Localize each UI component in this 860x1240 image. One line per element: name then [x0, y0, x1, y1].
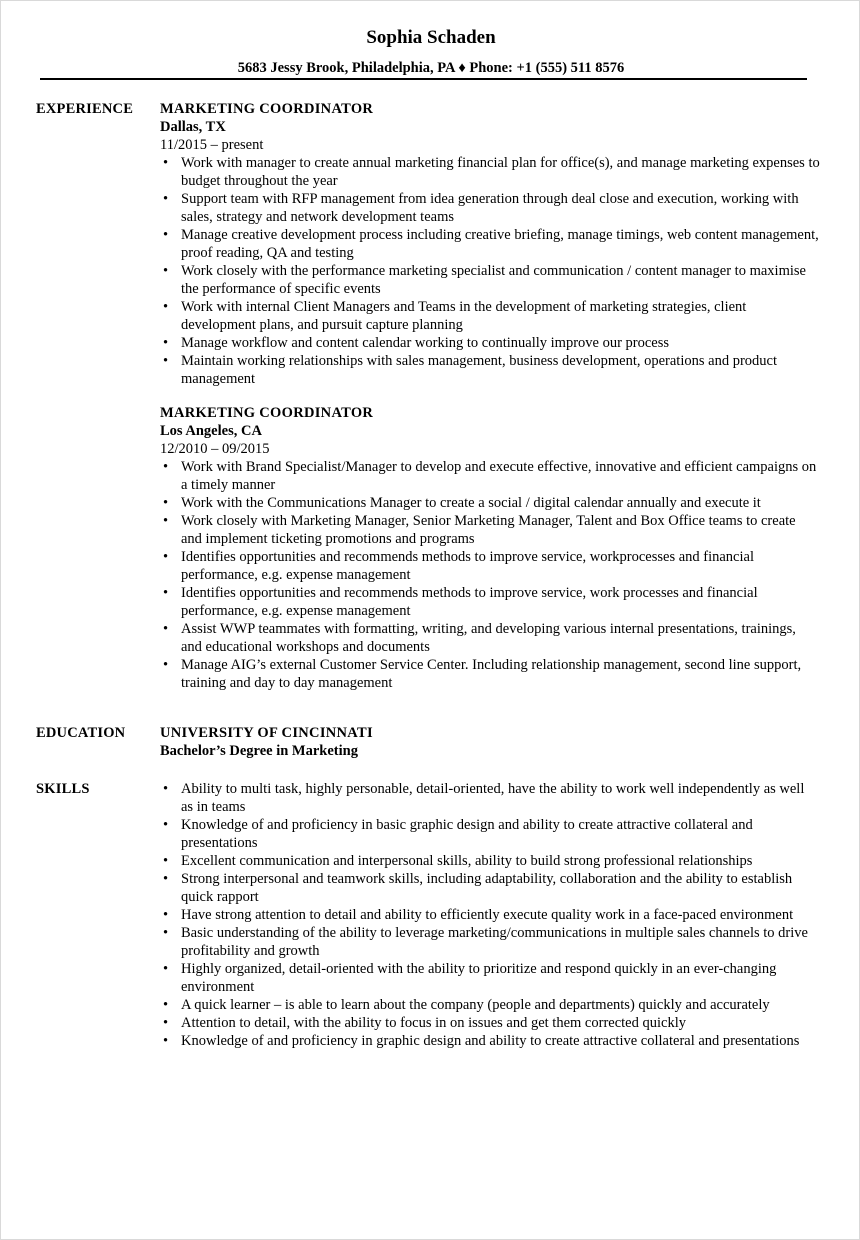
bullet-item: • Work with manager to create annual marketing financial plan for office(s), and manage marketing expenses to budget throughout the year	[160, 154, 820, 190]
contact-line: 5683 Jessy Brook, Philadelphia, PA ♦ Phone: +1 (555) 511 8576	[237, 60, 625, 76]
degree: Bachelor’s Degree in Marketing	[160, 743, 358, 759]
skills-body	[160, 780, 820, 1050]
skill-item: • Knowledge of and proficiency in graphic design and ability to create attractive collateral and presentations	[160, 1032, 820, 1050]
bullet-item: • Support team with RFP management from idea generation through deal close and execution, working with sales, strategy and network development teams	[160, 190, 820, 226]
bullet-item: • Identifies opportunities and recommends methods to improve service, work processes and financial performance, e.g. expense management	[160, 584, 820, 620]
job-dates: 12/2010 – 09/2015	[160, 441, 270, 457]
header-divider	[40, 78, 807, 80]
skill-item: • Attention to detail, with the ability to focus in on issues and get them corrected quickly	[160, 1014, 820, 1032]
skill-item: • Ability to multi task, highly personable, detail-oriented, have the ability to work well independently as well as in teams	[160, 780, 820, 816]
skill-item: • A quick learner – is able to learn about the company (people and departments) quickly and accurately	[160, 996, 820, 1014]
skill-item: • Strong interpersonal and teamwork skills, including adaptability, collaboration and the ability to establish quick rapport	[160, 870, 820, 906]
candidate-name: Sophia Schaden	[366, 27, 496, 48]
job-title: MARKETING COORDINATOR	[160, 405, 374, 421]
bullet-item: • Work with internal Client Managers and Teams in the development of marketing strategies, client development plans, and pursuit capture planning	[160, 298, 820, 334]
job-dates: 11/2015 – present	[160, 137, 264, 153]
section-label-skills: SKILLS	[36, 781, 90, 797]
bullet-item: • Assist WWP teammates with formatting, writing, and developing various internal presentations, trainings, and educational workshops and documents	[160, 620, 820, 656]
job-entry	[160, 404, 820, 692]
skills-list	[160, 780, 820, 1050]
job-location: Los Angeles, CA	[160, 423, 262, 439]
bullet-item: • Manage workflow and content calendar working to continually improve our process	[160, 334, 820, 352]
bullet-item: • Work with Brand Specialist/Manager to develop and execute effective, innovative and efficient campaigns on a timely manner	[160, 458, 820, 494]
skill-item: • Excellent communication and interpersonal skills, ability to build strong professional relationships	[160, 852, 820, 870]
bullet-item: • Work with the Communications Manager to create a social / digital calendar annually and execute it	[160, 494, 820, 512]
education-body	[160, 724, 820, 760]
bullet-item: • Maintain working relationships with sales management, business development, operations and product management	[160, 352, 820, 388]
section-label-experience: EXPERIENCE	[36, 101, 134, 117]
job-location: Dallas, TX	[160, 119, 226, 135]
skill-item: • Knowledge of and proficiency in basic graphic design and ability to create attractive collateral and presentations	[160, 816, 820, 852]
job-title: MARKETING COORDINATOR	[160, 101, 374, 117]
job-bullets	[160, 458, 820, 692]
bullet-item: • Manage AIG’s external Customer Service Center. Including relationship management, second line support, training and day to day management	[160, 656, 820, 692]
section-label-education: EDUCATION	[36, 725, 126, 741]
job-entry	[160, 100, 820, 388]
bullet-item: • Identifies opportunities and recommends methods to improve service, workprocesses and financial performance, e.g. expense management	[160, 548, 820, 584]
bullet-item: • Manage creative development process including creative briefing, manage timings, web content management, proof reading, QA and testing	[160, 226, 820, 262]
skill-item: • Basic understanding of the ability to leverage marketing/communications in multiple sales channels to drive profitability and growth	[160, 924, 820, 960]
bullet-item: • Work closely with Marketing Manager, Senior Marketing Manager, Talent and Box Office teams to create and implement ticketing promotions and programs	[160, 512, 820, 548]
bullet-item: • Work closely with the performance marketing specialist and communication / content manager to maximise the performance of specific events	[160, 262, 820, 298]
skill-item: • Highly organized, detail-oriented with the ability to prioritize and respond quickly in an ever-changing environment	[160, 960, 820, 996]
job-bullets	[160, 154, 820, 388]
experience-body	[160, 100, 820, 692]
school-name: UNIVERSITY OF CINCINNATI	[160, 725, 373, 741]
skill-item: • Have strong attention to detail and ability to efficiently execute quality work in a face-paced environment	[160, 906, 820, 924]
